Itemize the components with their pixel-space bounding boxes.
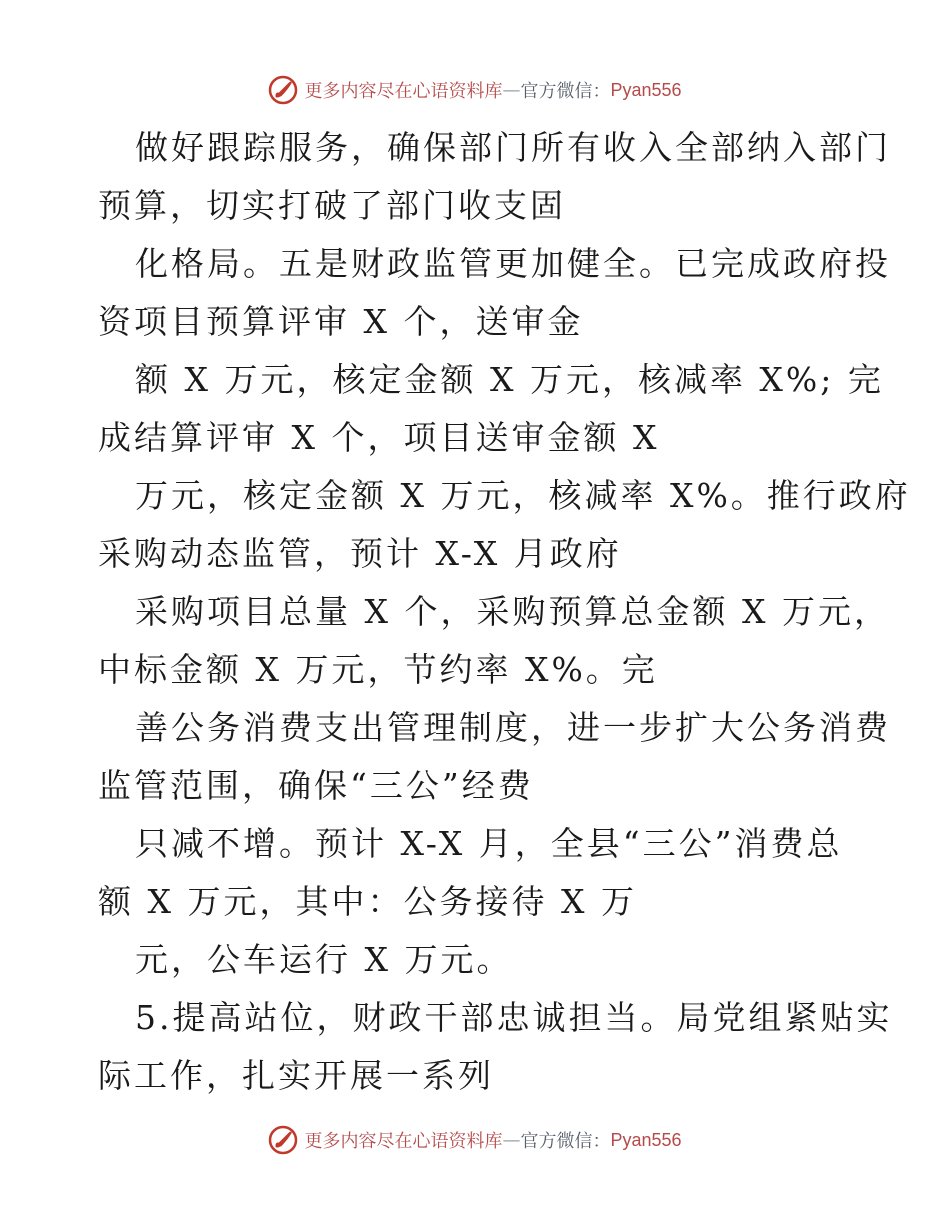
text-line: 5.提高站位，财政干部忠诚担当。局党组紧贴实 <box>135 998 893 1037</box>
text-line: 成结算评审 X 个，项目送审金额 X <box>98 418 660 457</box>
text-line: 额 X 万元，核定金额 X 万元，核减率 X%; 完 <box>135 360 884 399</box>
text-line: 额 X 万元，其中：公务接待 X 万 <box>98 882 637 921</box>
watermark-wechat-id: Pyan556 <box>610 1129 682 1150</box>
watermark-wechat-label: 官方微信： <box>520 1131 611 1152</box>
text-line: 中标金额 X 万元，节约率 X%。完 <box>98 650 658 689</box>
text-line: 采购项目总量 X 个，采购预算总金额 X 万元， <box>135 592 890 631</box>
text-line: 只减不增。预计 X-X 月，全县“三公”消费总 <box>135 824 843 863</box>
watermark-brand: 更多内容尽在心语资料库 <box>304 81 503 102</box>
text-line: 化格局。五是财政监管更加健全。已完成政府投 <box>135 244 891 283</box>
watermark-wechat-id: Pyan556 <box>610 79 682 100</box>
watermark-footer <box>0 1120 950 1160</box>
watermark-wechat-label: 官方微信： <box>520 81 611 102</box>
text-line: 预算，切实打破了部门收支固 <box>98 186 566 225</box>
watermark-header <box>0 70 950 110</box>
text-line: 资项目预算评审 X 个，送审金 <box>98 302 584 341</box>
text-line: 万元，核定金额 X 万元，核减率 X%。推行政府 <box>135 476 911 515</box>
text-line: 采购动态监管，预计 X-X 月政府 <box>98 534 622 573</box>
text-line: 善公务消费支出管理制度，进一步扩大公务消费 <box>135 708 891 747</box>
text-line: 元，公车运行 X 万元。 <box>135 940 513 979</box>
text-line: 监管范围，确保“三公”经费 <box>98 766 534 805</box>
watermark-separator: — <box>502 79 521 101</box>
text-line: 际工作，扎实开展一系列 <box>98 1056 494 1095</box>
quill-logo-icon <box>268 1125 298 1155</box>
watermark-brand: 更多内容尽在心语资料库 <box>304 1131 503 1152</box>
text-line: 做好跟踪服务，确保部门所有收入全部纳入部门 <box>135 128 891 167</box>
watermark-separator: — <box>502 1129 521 1151</box>
quill-logo-icon <box>268 75 298 105</box>
